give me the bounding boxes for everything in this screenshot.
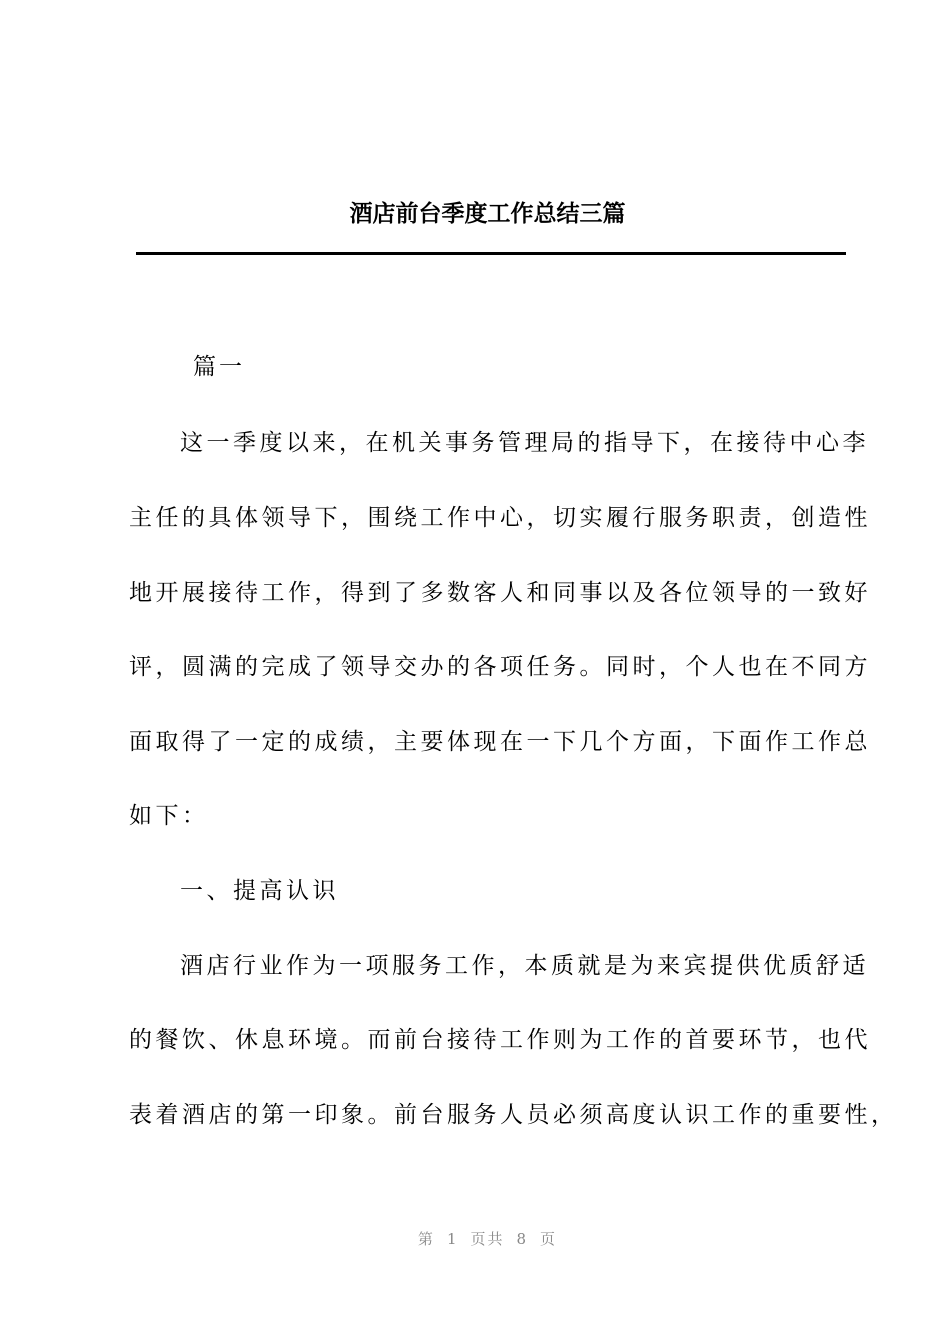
footer-current-page: 1 <box>446 1230 459 1248</box>
paragraph-line: 如下： <box>129 803 209 829</box>
paragraph-line: 酒店行业作为一项服务工作，本质就是为来宾提供优质舒适 <box>180 953 869 979</box>
section-heading: 一、提高认识 <box>180 878 339 904</box>
paragraph-line: 主任的具体领导下，围绕工作中心，切实履行服务职责，创造性 <box>129 505 871 531</box>
footer-total-pages: 8 <box>516 1230 529 1248</box>
page-footer <box>0 1228 950 1250</box>
paragraph-line: 这一季度以来，在机关事务管理局的指导下，在接待中心李 <box>180 430 869 456</box>
paragraph-line: 的餐饮、休息环境。而前台接待工作则为工作的首要环节，也代 <box>129 1027 871 1053</box>
footer-label-ye: 页 <box>540 1230 558 1248</box>
paragraph-line: 面取得了一定的成绩，主要体现在一下几个方面，下面作工作总 <box>129 729 871 755</box>
paragraph-line: 评，圆满的完成了领导交办的各项任务。同时，个人也在不同方 <box>129 654 871 680</box>
page-title: 酒店前台季度工作总结三篇 <box>349 200 626 227</box>
section-marker: 篇一 <box>193 354 245 380</box>
footer-label-di: 第 <box>417 1230 435 1248</box>
footer-label-ye-gong: 页共 <box>470 1230 505 1248</box>
paragraph-line: 表着酒店的第一印象。前台服务人员必须高度认识工作的重要性， <box>129 1102 898 1128</box>
paragraph-line: 地开展接待工作，得到了多数客人和同事以及各位领导的一致好 <box>129 580 871 606</box>
title-divider <box>136 252 846 255</box>
